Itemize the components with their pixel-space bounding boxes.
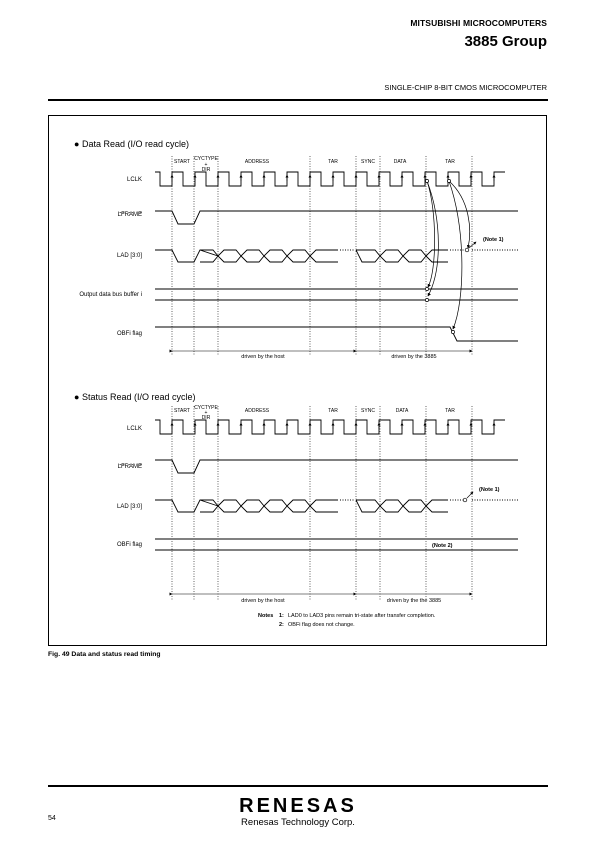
data-read-note1: (Note 1) <box>483 237 504 243</box>
lframe-waveform <box>155 211 518 224</box>
lad-waveform <box>155 250 518 262</box>
status-read-title: Status Read (I/O read cycle) <box>82 392 196 402</box>
sr-lframe-waveform <box>155 460 518 473</box>
footer-rule <box>48 785 548 787</box>
note-2-text: OBFi flag does not change. <box>288 622 355 628</box>
signal-output-buffer: Output data bus buffer i <box>79 292 142 298</box>
sr-signal-lframe: LFRAME <box>117 464 142 470</box>
phase-tar: TAR <box>328 159 338 165</box>
phase-address: ADDRESS <box>244 159 270 165</box>
sr-phase-dir: DIR <box>201 415 211 421</box>
phase-dir: DIR <box>201 167 211 173</box>
sr-signal-obf-flag: OBFi flag <box>116 542 142 548</box>
data-read-driven-3885: driven by the 3885 <box>391 354 437 360</box>
phase-start: START <box>174 159 190 165</box>
logo-company: Renesas Technology Corp. <box>241 817 355 828</box>
sr-signal-lad: LAD [3:0] <box>116 504 142 510</box>
figure-caption: Fig. 49 Data and status read timing <box>48 651 161 658</box>
signal-lframe: LFRAME <box>117 212 142 218</box>
sr-phase-start: START <box>174 408 190 414</box>
sr-phase-tar2: TAR <box>445 408 455 414</box>
status-read-driven-host: driven by the host <box>241 598 285 604</box>
sr-signal-lclk: LCLK <box>126 426 142 432</box>
logo-wordmark: RENESAS <box>239 795 357 817</box>
phase-tar2: TAR <box>445 159 455 165</box>
sr-obf-flag-waveform <box>155 539 518 550</box>
sr-lad-waveform <box>155 500 518 512</box>
note-2-num: 2: <box>279 622 284 628</box>
header-company: MITSUBISHI MICROCOMPUTERS <box>410 18 547 28</box>
phase-plus: + <box>204 162 208 168</box>
page-number: 54 <box>48 815 56 822</box>
signal-lclk: LCLK <box>126 177 142 183</box>
sr-phase-sync: SYNC <box>361 408 375 414</box>
lclk-waveform <box>155 172 505 186</box>
obf-flag-waveform <box>155 327 518 341</box>
note-1-num: 1: <box>279 613 284 619</box>
sr-lclk-waveform <box>155 420 505 434</box>
header-subtitle: SINGLE-CHIP 8-BIT CMOS MICROCOMPUTER <box>384 83 547 92</box>
status-read-diagram <box>74 392 518 628</box>
sr-phase-data: DATA <box>395 408 409 414</box>
status-read-bullet: ● <box>74 392 80 402</box>
phase-sync: SYNC <box>361 159 375 165</box>
signal-obf-flag: OBFi flag <box>116 331 142 337</box>
notes-label: Notes <box>258 613 274 619</box>
renesas-logo <box>232 796 364 828</box>
sr-phase-cyctype: CYCTYPE <box>194 405 218 411</box>
status-read-driven-3885: driven by the the 3885 <box>386 598 442 604</box>
phase-cyctype: CYCTYPE <box>194 156 218 162</box>
data-read-diagram <box>74 139 518 360</box>
output-buffer-waveform <box>155 289 518 300</box>
status-read-note1: (Note 1) <box>479 487 500 493</box>
data-read-title: Data Read (I/O read cycle) <box>82 139 190 149</box>
signal-lad: LAD [3:0] <box>116 253 142 259</box>
header-group: 3885 Group <box>464 33 547 50</box>
sr-phase-address: ADDRESS <box>244 408 270 414</box>
note-1-text: LAD0 to LAD3 pins remain tri-state after transfer completion. <box>288 613 436 619</box>
sr-phase-plus: + <box>204 410 208 416</box>
sr-phase-tar: TAR <box>328 408 338 414</box>
data-read-driven-host: driven by the host <box>241 354 285 360</box>
phase-data: DATA <box>393 159 407 165</box>
data-read-bullet: ● <box>74 139 80 149</box>
status-read-note2: (Note 2) <box>432 543 453 549</box>
